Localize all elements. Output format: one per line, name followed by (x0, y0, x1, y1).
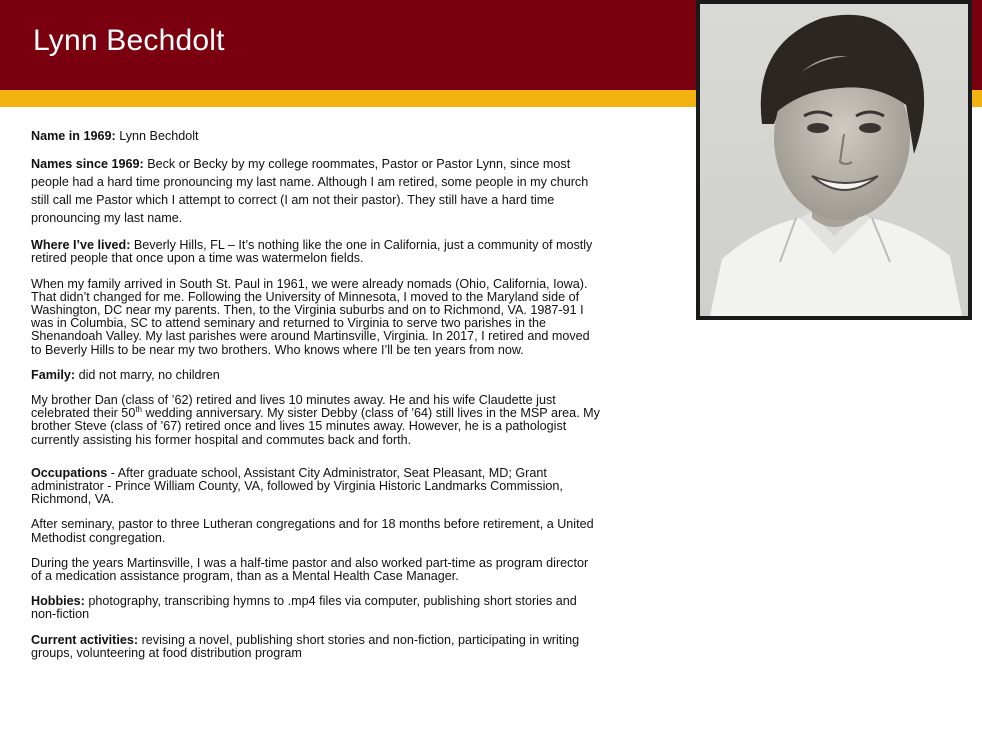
names-since-value: Beck or Becky by my college roommates, Pastor or Pastor Lynn, since most people had a hard time pronouncing my last name. Although I am retired, some people in my church still call me Pastor which I attempt to correct (I am not their pastor). They still have a hard time pronouncing my last name. (31, 157, 589, 226)
occupations (31, 467, 601, 507)
portrait-image (700, 4, 968, 316)
where-lived-label: Where I’ve lived: (31, 238, 131, 253)
names-since-label: Names since 1969: (31, 157, 144, 172)
current-activities (31, 634, 601, 660)
where-lived (31, 239, 601, 265)
family-paragraph (31, 394, 601, 447)
hobbies-label: Hobbies: (31, 594, 85, 609)
bio-content (31, 130, 601, 668)
family-paragraph-part1: My brother Dan (class of ’62) retired and lives 10 minutes away. He and his wife Claudette just celebrated their 50 (31, 393, 556, 421)
where-lived-paragraph: When my family arrived in South St. Paul in 1961, we were already nomads (Ohio, California, Iowa). That didn’t changed for me. Following the University of Minnesota, I moved to the Maryland side of Washington, DC near my parents. Then, to the Virginia suburbs and on to Richmond, VA. 1987-91 I was in Columbia, SC to attend seminary and returned to Virginia to serve two parishes in the Shenandoah Valley. My last parishes were around Martinsville, Virginia. In 2017, I retired and moved to Beverly Hills to be near my two brothers. Who knows where I’ll be ten years from now. (31, 276, 590, 357)
hobbies (31, 595, 601, 621)
current-activities-label: Current activities: (31, 632, 139, 647)
occupations-paragraph-2: After seminary, pastor to three Lutheran congregations and for 18 months before retirement, a United Methodist congregation. (31, 517, 594, 545)
name-1969-value: Lynn Bechdolt (119, 129, 199, 143)
portrait-photo (696, 0, 972, 320)
family (31, 369, 601, 382)
occupations-value: - After graduate school, Assistant City Administrator, Seat Pleasant, MD; Grant administrator - Prince William County, VA, followed by Virginia Historic Landmarks Commission, Richmond, VA. (31, 465, 563, 507)
family-value: did not marry, no children (78, 367, 220, 382)
where-lived-value: Beverly Hills, FL – It’s nothing like the one in California, just a community of mostly retired people that once upon a time was watermelon fields. (31, 238, 593, 266)
occupations-paragraph-3: During the years Martinsville, I was a half-time pastor and also worked part-time as program director of a medication assistance program, than as a Mental Health Case Manager. (31, 555, 589, 584)
current-activities-value: revising a novel, publishing short stories and non-fiction, participating in writing groups, volunteering at food distribution program (31, 632, 580, 660)
names-since (31, 155, 601, 227)
occupations-label: Occupations (31, 465, 108, 480)
name-1969 (31, 130, 601, 143)
name-1969-label: Name in 1969: (31, 129, 116, 143)
page-title: Lynn Bechdolt (33, 24, 225, 57)
family-paragraph-sup: th (135, 405, 142, 415)
family-paragraph-part2: wedding anniversary. My sister Debby (class of ’64) still lives in the MSP area. My brother Steve (class of ’67) retired once and lives 15 minutes away. However, he is a pathologist currently assisting his former hospital and commutes back and forth. (31, 406, 600, 447)
family-label: Family: (31, 367, 76, 382)
hobbies-value: photography, transcribing hymns to .mp4 files via computer, publishing short stories and non-fiction (31, 594, 577, 622)
